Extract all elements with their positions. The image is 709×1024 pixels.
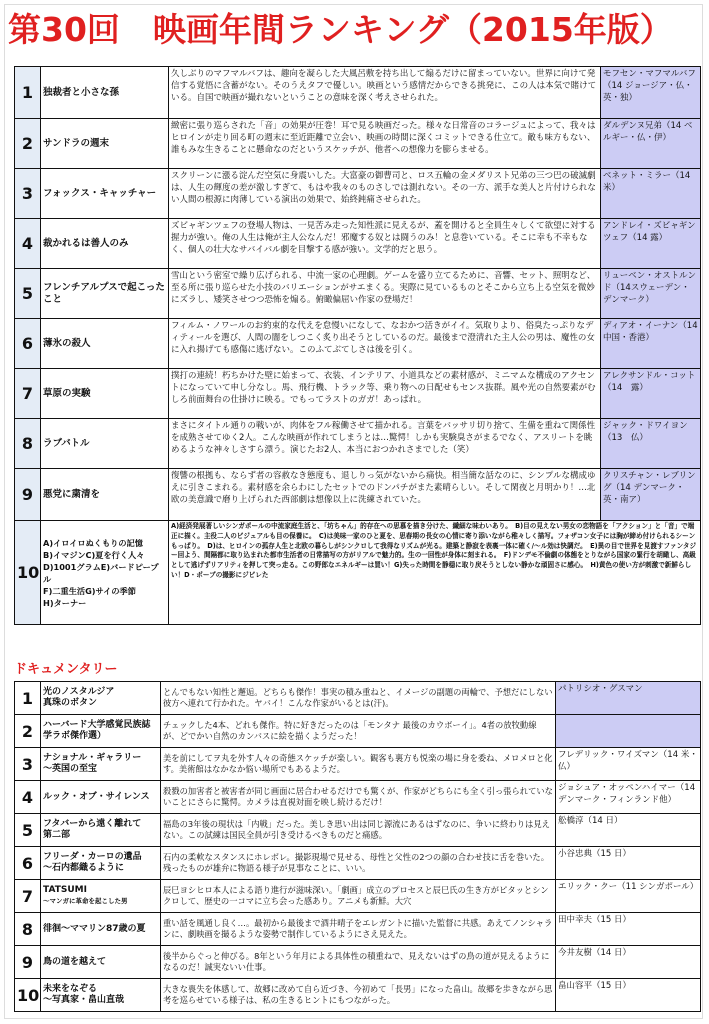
film-comment: 大きな喪失を体感して、故郷に改めて自ら近づき、今初めて「長男」になった畠山。故郷を歩きながら思考を巡らせている様子は、私の生きるヒントにもつながった。	[161, 979, 556, 1012]
film-title	[41, 847, 161, 880]
film-director: リューベン・オストルンド（14スウェーデン・デンマーク）	[601, 269, 701, 319]
film-director: ベネット・ミラー（14 米）	[601, 169, 701, 219]
ranking-row-10	[15, 521, 701, 625]
film-title-line: フタバーから遠く離れて	[43, 819, 142, 829]
film-director: アレクサンドル・コット（14 露）	[601, 369, 701, 419]
film-comment: 久しぶりのマフマルバフは、趣向を凝らした大風呂敷を持ち出して煽るだけに留まっていない。世界に向けて発信する覚悟に含蓄がない。そのうえタフで優しい。映画という感情だからできる挑発に、この人は本気で賭けている。自国で映画が撮れないということの意味を深く考えさせられた。	[169, 67, 601, 119]
documentary-row	[15, 946, 701, 979]
film-title-line: フリーダ・カーロの遺品	[43, 852, 142, 862]
rank-number: 1	[15, 682, 41, 715]
film-comment: まさにタイトル通りの戦いが、肉体をフル稼働させて描かれる。言葉をバッサリ切り捨て、生備を重ねて関係性を成熟させてゆく2人。こんな映画が作れてしまうとは…驚愕！しかも実験臭さがまるでなく、アスリートを眺めるような神々しさすら漂う。演じたお2人、本当におつかれさまでした（笑）	[169, 419, 601, 469]
ranking-row	[15, 369, 701, 419]
film-director: 畠山容平（15 日）	[556, 979, 701, 1012]
film-comment: とんでもない知性と邂逅。どちらも傑作！事実の積み重ねと、イメージの副題の両輪で、予想だにしない彼方へ連れて行かれた。ヤバイ！こんな作家がいるとは(汗)。	[161, 682, 556, 715]
ranking-row	[15, 469, 701, 521]
film-title: 悪党に粛清を	[41, 469, 169, 521]
rank-number: 8	[15, 419, 41, 469]
film-comment: チェックした4本、どれも傑作。特に好きだったのは「モンタナ 最後のカウボーイ」。4者の放牧動線が、どでかい自然のカンバスに絵を描くようだった！	[161, 715, 556, 748]
film-title-line: ルック・オブ・サイレンス	[43, 791, 150, 802]
rank-number: 6	[15, 847, 41, 880]
film-director	[556, 715, 701, 748]
documentary-row	[15, 913, 701, 946]
documentary-row	[15, 682, 701, 715]
film-title: サンドラの週末	[41, 119, 169, 169]
film-comment: A)経済発展著しいシンガポールの中流家庭生活と、「坊ちゃん」的存在への思慕を描き分けた、繊細な味わいあり。 B)目の見えない男女の恋物語を「アクション」と「音」で端正に描く。主役二人のビジュアルも目の保養に。 C)は美味一家のひと夏を、思春期の長女の心情に寄り添いながら稚々しく描写。フォザコン女子には胸が締め付けられるシーンもっぱり。 D)は、ヒロインの孤存人生と北欧の暮らしがシンクロして我得なリズムが光る。建築と静寂を表裏一体に確く/〜ル効は快調だ。 E)異の目で世界を見渡すファンタジー回よう、間隔都に取り込まれた都市生活者の日常描写の方がリアルで魅力的。生の一回性が身体に刻まれる。 F)ドンデモ不倫劇の体態をとりながら国家の緊行を胡瞰し、高級として逃げずリアリティを押して突っ走る。この野郎なエネルギーは買い！G)失った時間を静穏に取り戻そうとしない静かな頑固さに感心。 H)黄色の使い方が刺激で新鮮らしい！D・ポーブの撮影にジビレた	[169, 521, 701, 625]
rank-number: 7	[15, 880, 41, 913]
film-comment: ズビャギンツェフの登場人物は、一見苦み走った知性派に見えるが、蓋を開けると全員生々しくて欲望に対する握力が強い。俺の人生は俺が主人公なんだ！邪魔する奴とは闘うのみ！と息巻いている。そこに幸も不幸もなく、個人の壮大なサバイバル劇を目撃する感が強い。文学的だと思う。	[169, 219, 601, 269]
ranking-row	[15, 419, 701, 469]
film-director: 舩橋淳（14 日）	[556, 814, 701, 847]
film-title-line: TATSUMI	[43, 885, 87, 895]
film-comment: 重い話を風通し良く…。最初から最後まで酒井晴子をエレガントに描いた監督に共感。あえてノンシャランに、劇映画を撮るような姿勢で制作しているようにさえ見えた。	[161, 913, 556, 946]
film-comment: 撲打の連続！朽ちかけた壁に始まって、衣装、インテリア、小道具などの素材感が、ミニマムな構成のアクセントになっていて申し分なし。馬、飛行機、トラック等、乗り物への日配せもセンス抜群。風や光の自然要素がむしろ前面舞台の仕掛けに映る。でもってラストのガガ！あっぱれ。	[169, 369, 601, 419]
film-title	[41, 682, 161, 715]
rank-number: 10	[15, 979, 41, 1012]
film-director: モフセン・マフマルバフ（14 ジョージア・仏・英・独）	[601, 67, 701, 119]
film-director: フレデリック・ワイズマン（14 米・仏）	[556, 748, 701, 781]
film-director: アンドレイ・ズビャギンツェフ（14 露）	[601, 219, 701, 269]
film-director: エリック・クー（11 シンガポール）	[556, 880, 701, 913]
film-title-line: ハーバード大学感覚民族誌学ラボ傑作選）	[43, 720, 151, 741]
film-title-line: 第二部	[43, 830, 71, 840]
ranking-row	[15, 169, 701, 219]
rank-number: 8	[15, 913, 41, 946]
rank-number: 2	[15, 119, 41, 169]
rank-number: 5	[15, 269, 41, 319]
film-director: 今井友樹（14 日）	[556, 946, 701, 979]
film-title-line: ナショナル・ギャラリー	[43, 753, 142, 763]
film-comment: 殺戮の加害者と被害者が同じ画面に居合わせるだけでも驚くが、作家がどちらにも全く引っ張られていないことにさらに驚愕。カメラは直視対面を映し続けるだけ！	[161, 781, 556, 814]
film-comment: 辰巳ヨシヒロ本人による語り進行が滋味深い。「劇画」成立のプロセスと辰巳氏の生き方がピタッとシンクロして、歴史の一コマに立ち会った感あり。アニメも新鮮。大穴	[161, 880, 556, 913]
documentary-heading: ドキュメンタリー	[14, 662, 118, 677]
film-comment: 緻密に張り巡らされた「音」の効果が圧巻！耳で見る映画だった。様々な日常音のコラージュによって、我々はヒロインが走り回る町の週末に至近距離で立会い、映画の時間に深くコミットできる仕立て。敵も味方もない、誰もみな生きることに懸命なのだというスケッチが、他者への想像力を膨らませる。	[169, 119, 601, 169]
film-comment: フィルム・ノワールのお約束的な代えを怠慢いになして、なおかつ活きがイイ。気取りより、俗臭たっぷりなディティールを選び、人間の闇をしつこく炙り出そうとしているのだ。最後まで澄清れた主人公の男は、魔性の女に入れ揚げても感傷に逃げない。このふてぶてしさは後を引く。	[169, 319, 601, 369]
film-director: ジャック・ドワイヨン（13 仏）	[601, 419, 701, 469]
film-list	[41, 521, 169, 625]
film-comment: 美を前にしてヲ丸を外す人々の奇態スケッチが楽しい。観客も裏方も悦楽の場に身を委ね、メロメロと化す。美術館はなかなか悩い場所でもあるようだ。	[161, 748, 556, 781]
ranking-row	[15, 67, 701, 119]
documentary-row	[15, 814, 701, 847]
film-comment: 石内の柔軟なスタンスにホレボレ。撮影現場で見せる、母性と父性の2つの顔の合わせ技に舌を巻いた。残ったものが雄弁に物語る様子が見事なことに、いい。	[161, 847, 556, 880]
rank-number: 4	[15, 781, 41, 814]
rank-number: 3	[15, 169, 41, 219]
film-comment: 復讐の根拠も、ならず者の容赦なき態度も、退しりっ気がないから痛快。相当簡な話なのに、シンプルな構成ゆえに引きこまれる。素材感を余らわにしたセットでのドンパチがまた素晴らしい。そして閑夜と月明かり！…北欧の美意識で磨り上げられた西部劇は想像以上に洗練されていた。	[169, 469, 601, 521]
film-title: 独裁者と小さな孫	[41, 67, 169, 119]
documentary-row	[15, 715, 701, 748]
ranking-row	[15, 319, 701, 369]
rank-number: 5	[15, 814, 41, 847]
film-title	[41, 814, 161, 847]
film-comment: 雪山という密室で繰り広げられる、中流一家の心理劇。ゲームを盛り立てるために、音響、セット、照明など、至る所に張り巡らせた小技のバリエーションがサエまくる。実際に見ているものとそこから立ち上る空気を微妙にズラし、矮笑させつつ恐怖を煽る。俯瞰偏屈い作家の登場だ！	[169, 269, 601, 319]
film-title	[41, 946, 161, 979]
film-title: 薄氷の殺人	[41, 319, 169, 369]
film-director: ジョシュア・オッペンハイマー（14 デンマーク・フィンランド他）	[556, 781, 701, 814]
film-comment: 後半からぐっと伸びる。8年という年月による具体性の積重ねで、見えないはずの鳥の道が見えるようになるのだ！誠実ないい仕事。	[161, 946, 556, 979]
film-title-line: 光のノスタルジア	[43, 687, 115, 697]
rank-number: 6	[15, 319, 41, 369]
film-title	[41, 979, 161, 1012]
film-list-item: A)イロイロぬくもりの記憶	[43, 537, 143, 548]
documentary-row	[15, 847, 701, 880]
ranking-row	[15, 269, 701, 319]
ranking-table	[14, 66, 701, 625]
ranking-row	[15, 219, 701, 269]
film-comment: 福島の3年後の現状は「内戦」だった。美しき思い出は同じ源流にあるはずなのに、争いに終わりは見えない。この試練は国民全員が引き受けるべきものだと痛感。	[161, 814, 556, 847]
film-title	[41, 781, 161, 814]
film-director: 田中幸夫（15 日）	[556, 913, 701, 946]
film-title: ラブバトル	[41, 419, 169, 469]
film-director: 小谷忠典（15 日）	[556, 847, 701, 880]
rank-number: 4	[15, 219, 41, 269]
film-title-line: 〜写真家・畠山直哉	[43, 995, 125, 1005]
film-title	[41, 913, 161, 946]
documentary-row	[15, 781, 701, 814]
documentary-row	[15, 979, 701, 1012]
film-title: 裁かれるは善人のみ	[41, 219, 169, 269]
rank-number: 9	[15, 469, 41, 521]
film-title-line: 〜英国の至宝	[43, 764, 98, 774]
rank-number: 3	[15, 748, 41, 781]
rank-number: 1	[15, 67, 41, 119]
film-director: パトリシオ・グスマン	[556, 682, 701, 715]
film-director: ディアオ・イーナン（14 中国・香港）	[601, 319, 701, 369]
film-title	[41, 748, 161, 781]
film-list-item: F)二重生活G)サイの季節	[43, 585, 136, 596]
film-list-item: B)イマジンC)夏を行く人々	[43, 549, 145, 560]
film-list-item: H)ターナー	[43, 597, 87, 608]
page-title: 第30回 映画年間ランキング（2015年版）	[8, 10, 673, 49]
film-title-line: 真珠のボタン	[43, 698, 98, 708]
documentary-table	[14, 681, 701, 1012]
film-title-line: 未来をなぞる	[43, 984, 98, 994]
rank-number: 2	[15, 715, 41, 748]
film-title-line: 〜マンガに革命を起こした男	[43, 897, 128, 905]
rank-number: 9	[15, 946, 41, 979]
film-title-line: 徘徊〜ママリン87歳の夏	[43, 923, 146, 934]
film-title: フレンチアルプスで起こったこと	[41, 269, 169, 319]
film-title: フォックス・キャッチャー	[41, 169, 169, 219]
film-title	[41, 880, 161, 913]
rank-number: 10	[15, 521, 41, 625]
film-list-item: D)1001グラムE)バードピープル	[43, 561, 159, 584]
film-director: ダルデンヌ兄弟（14 ベルギー・仏・伊）	[601, 119, 701, 169]
film-title-line: 〜石内都織るように	[43, 863, 125, 873]
documentary-row	[15, 880, 701, 913]
ranking-row	[15, 119, 701, 169]
film-title: 草原の実験	[41, 369, 169, 419]
film-title	[41, 715, 161, 748]
film-comment: スクリーンに漲る淀んだ空気に身震いした。大富豪の御曹司と、ロス五輪の金メダリスト兄弟の三つ巴の破滅劇は、人生の輝度の差が激しすぎて、もはや我々のものさしでは測れない。その一方、派手な美人と片付けられない人間の根源に肉薄している演出の効果で、始終鈍痛させられた。	[169, 169, 601, 219]
film-director: クリスチャン・レブリング（14 デンマーク・英・南ア）	[601, 469, 701, 521]
film-title-line: 鳥の道を越えて	[43, 956, 107, 967]
documentary-row	[15, 748, 701, 781]
rank-number: 7	[15, 369, 41, 419]
